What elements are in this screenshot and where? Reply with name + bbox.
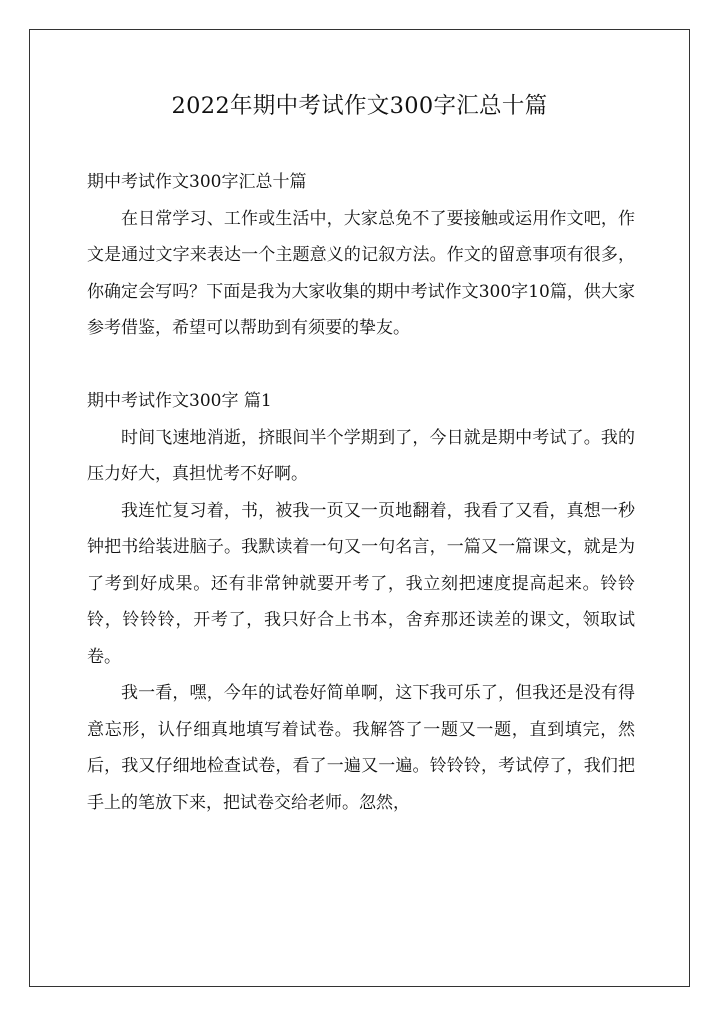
intro-paragraph: 在日常学习、工作或生活中，大家总免不了要接触或运用作文吧，作文是通过文字来表达一个主题意义的记叙方法。作文的留意事项有很多，你确定会写吗？下面是我为大家收集的期中考试作文300字10篇，供大家参考借鉴，希望可以帮助到有须要的挚友。	[87, 208, 635, 338]
paragraph-spacer	[87, 347, 635, 384]
body-paragraph-1: 时间飞速地消逝，挤眼间半个学期到了，今日就是期中考试了。我的压力好大，真担忧考不好啊。	[87, 427, 635, 484]
body-paragraph-2: 我连忙复习着，书，被我一页又一页地翻着，我看了又看，真想一秒钟把书给装进脑子。我默读着一句又一句名言，一篇又一篇课文，就是为了考到好成果。还有非常钟就要开考了，我立刻把速度提高起来。铃铃铃，铃铃铃，开考了，我只好合上书本，舍弃那还读差的课文，领取试卷。	[87, 500, 635, 667]
section-heading: 期中考试作文300字 篇1	[87, 391, 272, 411]
document-body	[87, 164, 635, 821]
subtitle-line: 期中考试作文300字汇总十篇	[87, 172, 307, 192]
body-paragraph-3: 我一看，嘿，今年的试卷好简单啊，这下我可乐了，但我还是没有得意忘形，认仔细真地填写着试卷。我解答了一题又一题，直到填完，然后，我又仔细地检查试卷，看了一遍又一遍。铃铃铃，考试停了，我们把手上的笔放下来，把试卷交给老师。忽然，	[87, 683, 635, 813]
document-title: 2022年期中考试作文300字汇总十篇	[171, 93, 548, 119]
